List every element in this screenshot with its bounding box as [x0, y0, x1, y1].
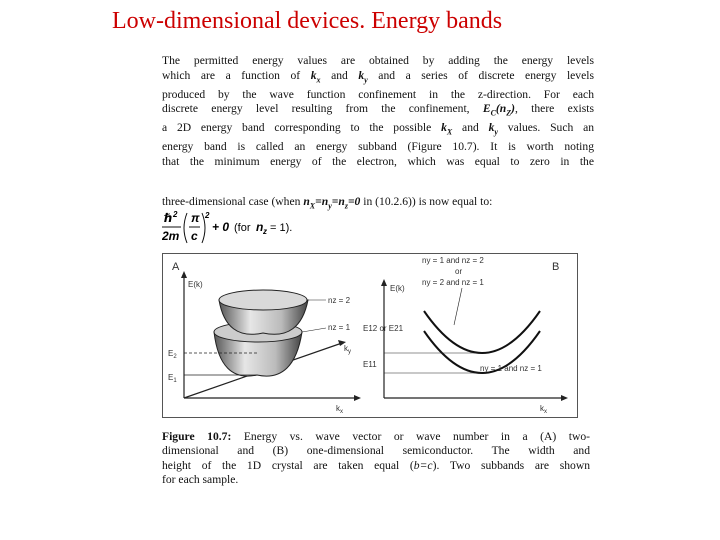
math-ec-nz: $E_C(n_Z)$ [482, 102, 515, 118]
figure-10-7 [162, 253, 578, 418]
math-kx: $k_x$ [310, 68, 321, 84]
formula-eq-one: = 1). [270, 222, 293, 234]
paragraph-line: which are a function of $k_x$ and $k_y$ and a series of discrete energy levels [162, 68, 594, 84]
math-condition: $n_X=n_y=n_z=0$ [303, 195, 361, 211]
formula-hbar-exp: 2 [173, 210, 178, 219]
panel-b-top1: ny = 1 and nz = 2 [422, 256, 484, 265]
formula-c: c [191, 229, 198, 243]
caption-line: dimensional and (B) one-dimensional semiconductor. The width and [162, 444, 590, 458]
panel-a-axis-x: $k_x$ [336, 404, 343, 415]
paragraph-line: energy band is called an energy subband (Figure 10.7). It is worth noting [162, 139, 594, 153]
formula-pi: π [191, 211, 200, 225]
panel-b-axis-x: $k_x$ [540, 404, 547, 415]
math-kx: $k_X$ [441, 121, 453, 137]
formula-nz: n [256, 220, 264, 234]
slide-title: Low-dimensional devices. Energy bands [112, 8, 503, 34]
paragraph-line: produced by the wave function confinement in the z-direction. For each [162, 87, 594, 101]
panel-a-label: A [172, 261, 180, 273]
math-ky: $k_y$ [488, 121, 498, 137]
paragraph-line: that the minimum energy of the electron, which was equal to zero in the [162, 154, 594, 168]
panel-a-ky: $k_y$ [344, 344, 351, 355]
formula-nz-sub: z [263, 227, 267, 236]
body-paragraph [162, 54, 594, 169]
panel-b-label: B [552, 261, 560, 273]
panel-b-top2: or [455, 267, 463, 276]
formula-2m: 2m [162, 229, 180, 243]
panel-b-bottom: ny = 1 and nz = 1 [480, 364, 542, 373]
panel-a-nz1: nz = 1 [328, 323, 351, 332]
energy-formula [162, 210, 362, 246]
paragraph-continuation: three-dimensional case (when $n_X=n_y=n_z=0$ in (10.2.6)) is now equal to: [162, 195, 493, 211]
panel-a-axis-y: E(k) [188, 280, 203, 289]
figure-caption [162, 430, 590, 488]
paragraph-line: discrete energy level resulting from the confinement, $E_C(n_Z)$, there exists [162, 102, 594, 118]
paragraph-line: a 2D energy band corresponding to the possible $k_X$ and $k_y$ values. Such an [162, 121, 595, 137]
panel-b-top3: ny = 2 and nz = 1 [422, 278, 484, 287]
formula-paren-exp: 2 [205, 211, 210, 220]
panel-b-e12: E12 or E21 [363, 324, 404, 333]
panel-a-e1: $E_1$ [168, 373, 177, 384]
caption-line: for each sample. [162, 473, 239, 487]
caption-line: Figure 10.7: Energy vs. wave vector or wave number in a (A) two- [162, 430, 591, 443]
caption-line: height of the 1D crystal are taken equal (b=c). Two subbands are shown [162, 458, 590, 472]
panel-a-nz2: nz = 2 [328, 296, 351, 305]
panel-b-axis-y: E(k) [390, 284, 405, 293]
formula-for-text: (for [234, 222, 251, 234]
panel-b-e11: E11 [363, 360, 377, 369]
panel-a-e2: $E_2$ [168, 349, 177, 360]
formula-plus-zero: + 0 [212, 220, 230, 234]
formula-hbar: ℏ [164, 211, 173, 225]
paragraph-line: The permitted energy values are obtained by adding the energy levels [162, 54, 594, 67]
caption-fig-label: Figure 10.7: [162, 430, 232, 443]
math-ky: $k_y$ [358, 68, 368, 84]
